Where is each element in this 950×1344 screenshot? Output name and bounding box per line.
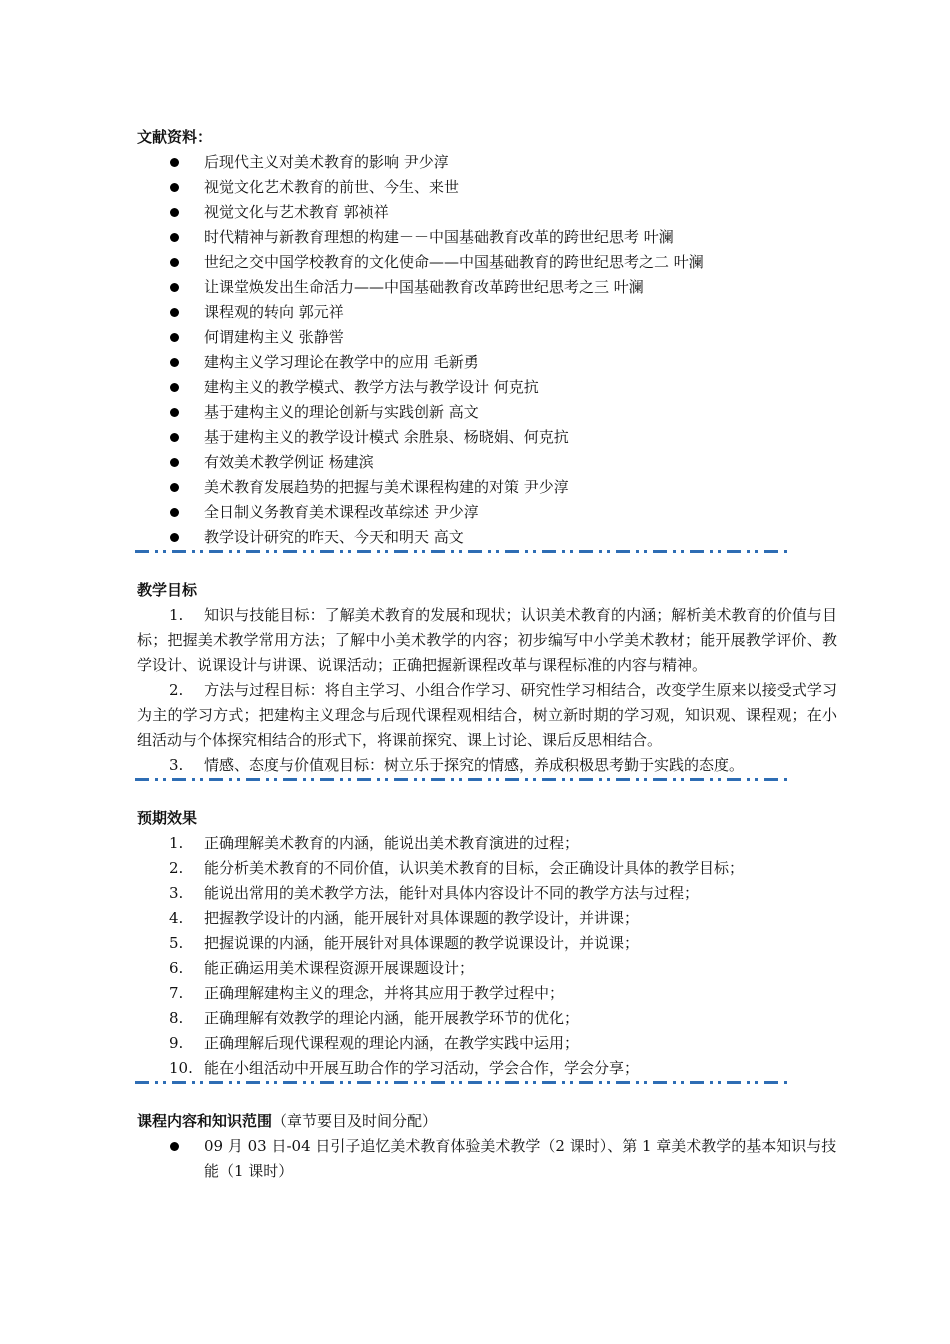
objective-number: 2. bbox=[169, 681, 184, 699]
list-item bbox=[137, 450, 837, 475]
list-number: 9. bbox=[169, 1034, 184, 1052]
content-heading bbox=[137, 1109, 837, 1134]
list-item bbox=[137, 1031, 837, 1056]
list-item bbox=[137, 1056, 837, 1081]
list-item bbox=[137, 475, 837, 500]
list-item bbox=[137, 150, 837, 175]
bullet-icon bbox=[170, 533, 179, 542]
bullet-icon bbox=[170, 508, 179, 517]
list-item bbox=[137, 931, 837, 956]
list-item-text: 正确理解建构主义的理念，并将其应用于教学过程中； bbox=[204, 984, 565, 1002]
literature-list bbox=[137, 150, 837, 550]
list-item-text: 后现代主义对美术教育的影响 尹少淳 bbox=[204, 153, 449, 171]
bullet-icon bbox=[170, 283, 179, 292]
list-item-text: 美术教育发展趋势的把握与美术课程构建的对策 尹少淳 bbox=[204, 478, 569, 496]
list-item-text: 09 月 03 日-04 日引子追忆美术教育体验美术教学（2 课时）、第 1 章美术教学的基本知识与技能（1 课时） bbox=[204, 1137, 837, 1180]
objectives-heading: 教学目标 bbox=[137, 581, 198, 599]
list-number: 1. bbox=[169, 834, 184, 852]
bullet-icon bbox=[170, 308, 179, 317]
bullet-icon bbox=[170, 358, 179, 367]
bullet-icon bbox=[170, 158, 179, 167]
list-item bbox=[137, 1134, 837, 1184]
objective-number: 1. bbox=[169, 606, 184, 624]
list-item-text: 能正确运用美术课程资源开展课题设计； bbox=[204, 959, 475, 977]
list-item bbox=[137, 831, 837, 856]
list-item-text: 正确理解美术教育的内涵，能说出美术教育演进的过程； bbox=[204, 834, 580, 852]
objective-paragraph bbox=[137, 603, 837, 678]
bullet-icon bbox=[170, 208, 179, 217]
list-item-text: 视觉文化艺术教育的前世、今生、来世 bbox=[204, 178, 460, 196]
list-item bbox=[137, 225, 837, 250]
spacer bbox=[137, 553, 837, 578]
list-item bbox=[137, 400, 837, 425]
list-item-text: 何谓建构主义 张静喾 bbox=[204, 328, 344, 346]
list-item bbox=[137, 956, 837, 981]
list-item-text: 正确理解后现代课程观的理论内涵，在教学实践中运用； bbox=[204, 1034, 580, 1052]
bullet-icon bbox=[170, 483, 179, 492]
list-item bbox=[137, 856, 837, 881]
document-content bbox=[137, 125, 837, 1184]
list-item bbox=[137, 525, 837, 550]
list-number: 2. bbox=[169, 859, 184, 877]
outcomes-list bbox=[137, 831, 837, 1081]
list-item bbox=[137, 250, 837, 275]
bullet-icon bbox=[170, 383, 179, 392]
literature-heading: 文献资料： bbox=[137, 128, 213, 146]
bullet-icon bbox=[170, 458, 179, 467]
content-heading-title: 课程内容和知识范围 bbox=[137, 1112, 273, 1130]
list-item bbox=[137, 275, 837, 300]
list-item bbox=[137, 350, 837, 375]
objective-text: 知识与技能目标：了解美术教育的发展和现状；认识美术教育的内涵；解析美术教育的价值与目标；把握美术教学常用方法；了解中小美术教学的内容；初步编写中小学美术教材；能开展教学评价、教学设计、说课设计与讲课、说课活动；正确把握新课程改革与课程标准的内容与精神。 bbox=[137, 606, 837, 674]
spacer bbox=[137, 781, 837, 806]
list-item-text: 课程观的转向 郭元祥 bbox=[204, 303, 344, 321]
list-item-text: 正确理解有效教学的理论内涵，能开展教学环节的优化； bbox=[204, 1009, 580, 1027]
list-item-text: 把握说课的内涵，能开展针对具体课题的教学说课设计，并说课； bbox=[204, 934, 640, 952]
list-item bbox=[137, 981, 837, 1006]
list-item bbox=[137, 1006, 837, 1031]
list-item-text: 基于建构主义的教学设计模式 余胜泉、杨晓娟、何克抗 bbox=[204, 428, 569, 446]
bullet-icon bbox=[170, 183, 179, 192]
spacer bbox=[137, 1084, 837, 1109]
list-item-text: 建构主义学习理论在教学中的应用 毛新勇 bbox=[204, 353, 479, 371]
list-number: 8. bbox=[169, 1009, 184, 1027]
list-item bbox=[137, 375, 837, 400]
list-item bbox=[137, 906, 837, 931]
list-item-text: 让课堂焕发出生命活力——中国基础教育改革跨世纪思考之三 叶澜 bbox=[204, 278, 644, 296]
list-item bbox=[137, 300, 837, 325]
list-item-text: 把握教学设计的内涵，能开展针对具体课题的教学设计，并讲课； bbox=[204, 909, 640, 927]
objective-paragraph bbox=[137, 753, 837, 778]
list-item-text: 能在小组活动中开展互助合作的学习活动，学会合作，学会分享； bbox=[204, 1059, 640, 1077]
list-item-text: 教学设计研究的昨天、今天和明天 高文 bbox=[204, 528, 464, 546]
list-item-text: 全日制义务教育美术课程改革综述 尹少淳 bbox=[204, 503, 479, 521]
content-list bbox=[137, 1134, 837, 1184]
bullet-icon bbox=[170, 1142, 179, 1151]
list-number: 7. bbox=[169, 984, 184, 1002]
bullet-icon bbox=[170, 258, 179, 267]
list-item bbox=[137, 175, 837, 200]
list-item-text: 能分析美术教育的不同价值，认识美术教育的目标，会正确设计具体的教学目标； bbox=[204, 859, 745, 877]
bullet-icon bbox=[170, 433, 179, 442]
bullet-icon bbox=[170, 333, 179, 342]
list-item bbox=[137, 325, 837, 350]
objective-paragraph bbox=[137, 678, 837, 753]
list-item bbox=[137, 425, 837, 450]
objective-text: 方法与过程目标：将自主学习、小组合作学习、研究性学习相结合，改变学生原来以接受式学习为主的学习方式；把建构主义理念与后现代课程观相结合，树立新时期的学习观，知识观、课程观；在小组活动与个体探究相结合的形式下，将课前探究、课上讨论、课后反思相结合。 bbox=[137, 681, 837, 749]
bullet-icon bbox=[170, 408, 179, 417]
list-item-text: 世纪之交中国学校教育的文化使命——中国基础教育的跨世纪思考之二 叶澜 bbox=[204, 253, 704, 271]
list-item-text: 视觉文化与艺术教育 郭祯祥 bbox=[204, 203, 389, 221]
content-heading-note: （章节要目及时间分配） bbox=[272, 1112, 438, 1130]
objective-text: 情感、态度与价值观目标：树立乐于探究的情感，养成积极思考勤于实践的态度。 bbox=[204, 756, 745, 774]
list-item-text: 有效美术教学例证 杨建滨 bbox=[204, 453, 374, 471]
list-item bbox=[137, 200, 837, 225]
outcomes-heading: 预期效果 bbox=[137, 809, 198, 827]
list-item-text: 建构主义的教学模式、教学方法与教学设计 何克抗 bbox=[204, 378, 539, 396]
list-item-text: 能说出常用的美术教学方法，能针对具体内容设计不同的教学方法与过程； bbox=[204, 884, 700, 902]
list-number: 4. bbox=[169, 909, 184, 927]
list-number: 5. bbox=[169, 934, 184, 952]
list-number: 10. bbox=[169, 1059, 193, 1077]
list-item-text: 基于建构主义的理论创新与实践创新 高文 bbox=[204, 403, 479, 421]
list-number: 6. bbox=[169, 959, 184, 977]
list-item bbox=[137, 500, 837, 525]
objective-number: 3. bbox=[169, 756, 184, 774]
list-item bbox=[137, 881, 837, 906]
list-item-text: 时代精神与新教育理想的构建－－中国基础教育改革的跨世纪思考 叶澜 bbox=[204, 228, 674, 246]
list-number: 3. bbox=[169, 884, 184, 902]
bullet-icon bbox=[170, 233, 179, 242]
